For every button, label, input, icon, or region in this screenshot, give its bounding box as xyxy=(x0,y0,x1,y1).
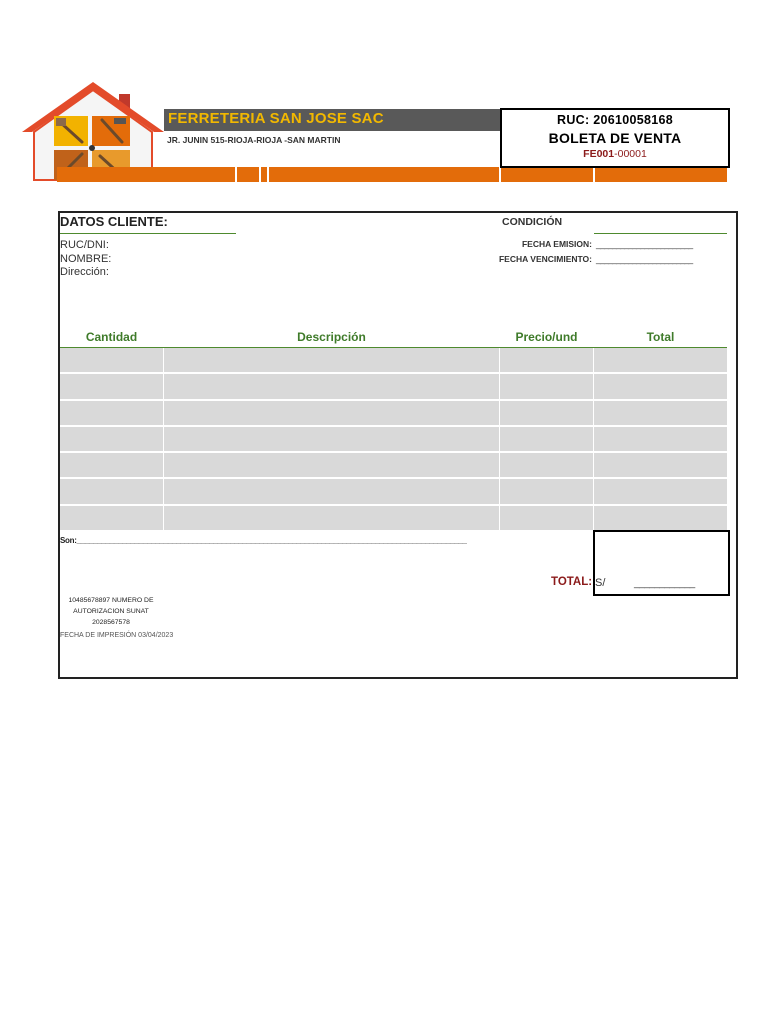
table-cell xyxy=(594,479,727,503)
ruc-number: RUC: 20610058168 xyxy=(557,113,673,127)
table-cell xyxy=(500,401,593,425)
table-cell xyxy=(500,506,593,530)
table-cell xyxy=(594,348,727,372)
document-serie xyxy=(502,148,728,160)
table-cell xyxy=(500,374,593,398)
table-cell xyxy=(60,506,163,530)
table-cell xyxy=(594,401,727,425)
table-cell xyxy=(594,427,727,451)
amount-in-words: Son:______________________________________________________________________________________________ xyxy=(60,536,467,545)
table-cell xyxy=(164,427,499,451)
auth-line: 10485678897 NUMERO DE xyxy=(68,597,154,604)
sunat-authorization xyxy=(62,595,160,628)
table-cell xyxy=(594,453,727,477)
company-name: FERRETERIA SAN JOSE SAC xyxy=(168,110,384,127)
due-date-label: FECHA VENCIMIENTO: xyxy=(498,254,592,264)
issue-date-label: FECHA EMISION: xyxy=(521,239,592,249)
serie-prefix: FE001 xyxy=(583,148,615,160)
orange-bar-segment xyxy=(269,167,499,182)
table-cell xyxy=(500,479,593,503)
table-cell xyxy=(60,427,163,451)
due-date-line: ________________________ xyxy=(596,254,693,264)
orange-bar-segment xyxy=(57,167,235,182)
table-cell xyxy=(594,506,727,530)
table-cell xyxy=(164,348,499,372)
table-cell xyxy=(60,401,163,425)
company-address: JR. JUNIN 515-RIOJA-RIOJA -SAN MARTIN xyxy=(167,135,341,145)
orange-bar-segment xyxy=(595,167,727,182)
orange-bar-segment xyxy=(261,167,267,182)
column-header-quantity: Cantidad xyxy=(85,330,138,344)
table-cell xyxy=(164,506,499,530)
ruc-dni-label: RUC/DNI: xyxy=(60,239,109,251)
items-table xyxy=(60,348,727,530)
table-cell xyxy=(60,374,163,398)
issue-date-line: ________________________ xyxy=(596,239,693,249)
orange-bar-segment xyxy=(237,167,259,182)
table-cell xyxy=(164,453,499,477)
total-amount-line: ____________ xyxy=(634,578,695,589)
currency-symbol: S/ xyxy=(595,577,606,589)
table-cell xyxy=(60,348,163,372)
name-label: NOMBRE: xyxy=(60,253,112,265)
column-header-unit-price: Precio/und xyxy=(515,330,578,344)
auth-line: 2028567578 xyxy=(92,619,130,626)
column-header-total: Total xyxy=(646,330,675,344)
orange-bar-segment xyxy=(501,167,593,182)
table-cell xyxy=(164,374,499,398)
condition-underline xyxy=(594,233,727,234)
table-cell xyxy=(164,479,499,503)
table-cell xyxy=(60,453,163,477)
address-label: Dirección: xyxy=(60,266,109,278)
table-cell xyxy=(500,453,593,477)
total-label: TOTAL: xyxy=(551,576,593,588)
client-title-underline xyxy=(60,233,236,234)
print-date: FECHA DE IMPRESIÓN 03/04/2023 xyxy=(60,632,174,639)
table-cell xyxy=(60,479,163,503)
table-cell xyxy=(594,374,727,398)
client-data-title: DATOS CLIENTE: xyxy=(60,214,168,229)
table-cell xyxy=(500,348,593,372)
document-type: BOLETA DE VENTA xyxy=(548,130,682,146)
column-header-description: Descripción xyxy=(297,330,366,344)
serie-number: -00001 xyxy=(614,148,647,160)
ruc-box xyxy=(500,108,730,168)
condition-label: CONDICIÓN xyxy=(502,216,563,228)
auth-line: AUTORIZACION SUNAT xyxy=(73,608,149,615)
table-cell xyxy=(500,427,593,451)
table-cell xyxy=(164,401,499,425)
